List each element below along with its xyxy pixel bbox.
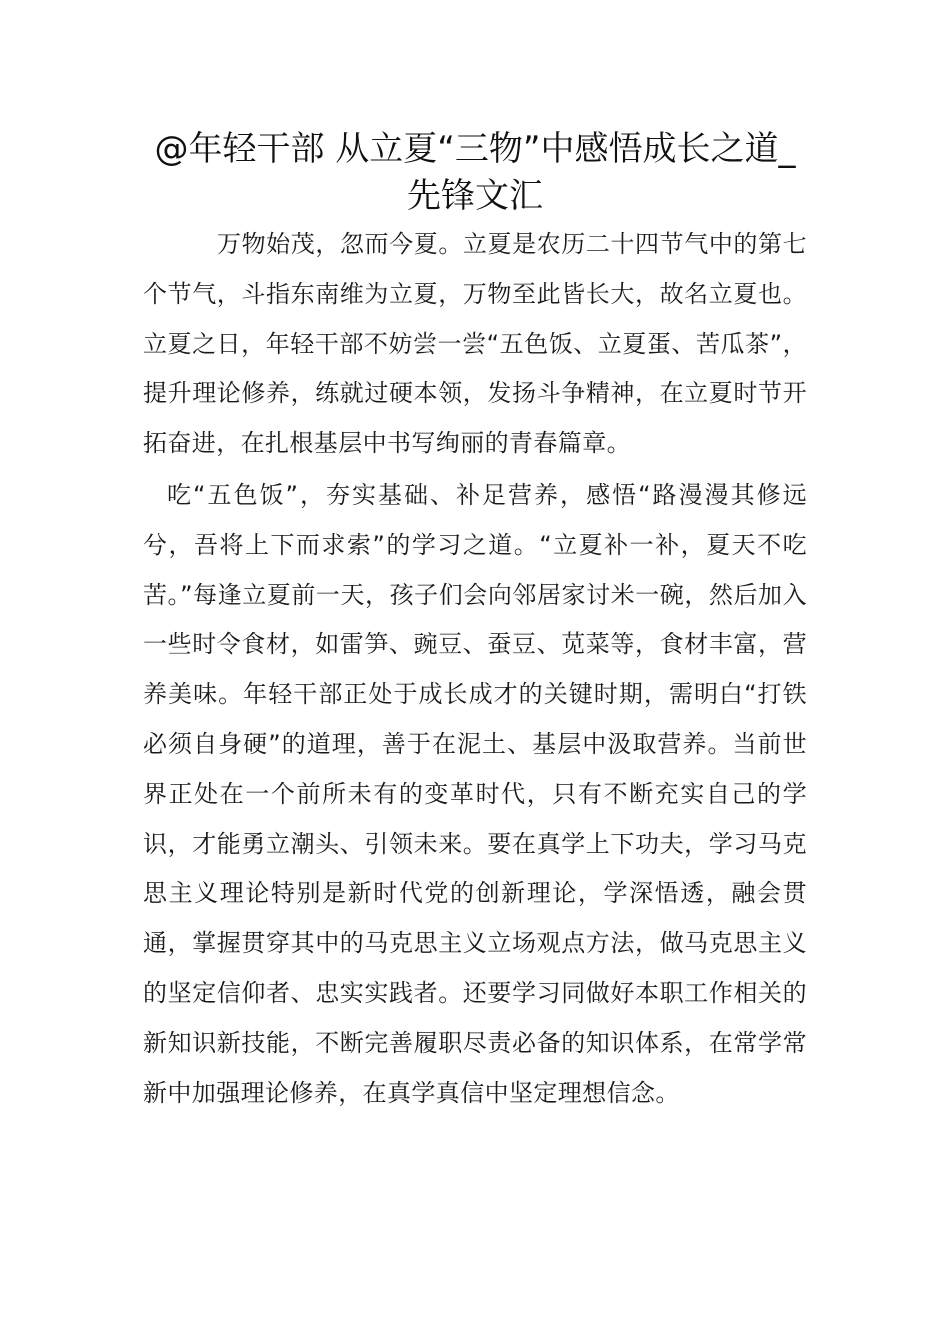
document-page <box>143 126 807 1118</box>
paragraph-five-color-rice: 吃“五色饭”，夯实基础、补足营养，感悟“路漫漫其修远兮，吾将上下而求索”的学习之道。“立夏补一补，夏天不吃苦。”每逢立夏前一天，孩子们会向邻居家讨米一碗，然后加入一些时令食材，如雷笋、豌豆、蚕豆、苋菜等，食材丰富，营养美味。年轻干部正处于成长成才的关键时期，需明白“打铁必须自身硬”的道理，善于在泥土、基层中汲取营养。当前世界正处在一个前所未有的变革时代，只有不断充实自己的学识，才能勇立潮头、引领未来。要在真学上下功夫，学习马克思主义理论特别是新时代党的创新理论，学深悟透，融会贯通，掌握贯穿其中的马克思主义立场观点方法，做马克思主义的坚定信仰者、忠实实践者。还要学习同做好本职工作相关的新知识新技能，不断完善履职尽责必备的知识体系，在常学常新中加强理论修养，在真学真信中坚定理想信念。 <box>143 480 807 1107</box>
paragraph-intro: 万物始茂，忽而今夏。立夏是农历二十四节气中的第七个节气，斗指东南维为立夏，万物至此皆长大，故名立夏也。立夏之日，年轻干部不妨尝一尝“五色饭、立夏蛋、苦瓜茶”，提升理论修养，练就过硬本领，发扬斗争精神，在立夏时节开拓奋进，在扎根基层中书写绚丽的青春篇章。 <box>143 230 807 458</box>
document-title: @年轻干部 从立夏“三物”中感悟成长之道_先锋文汇 <box>154 129 796 216</box>
